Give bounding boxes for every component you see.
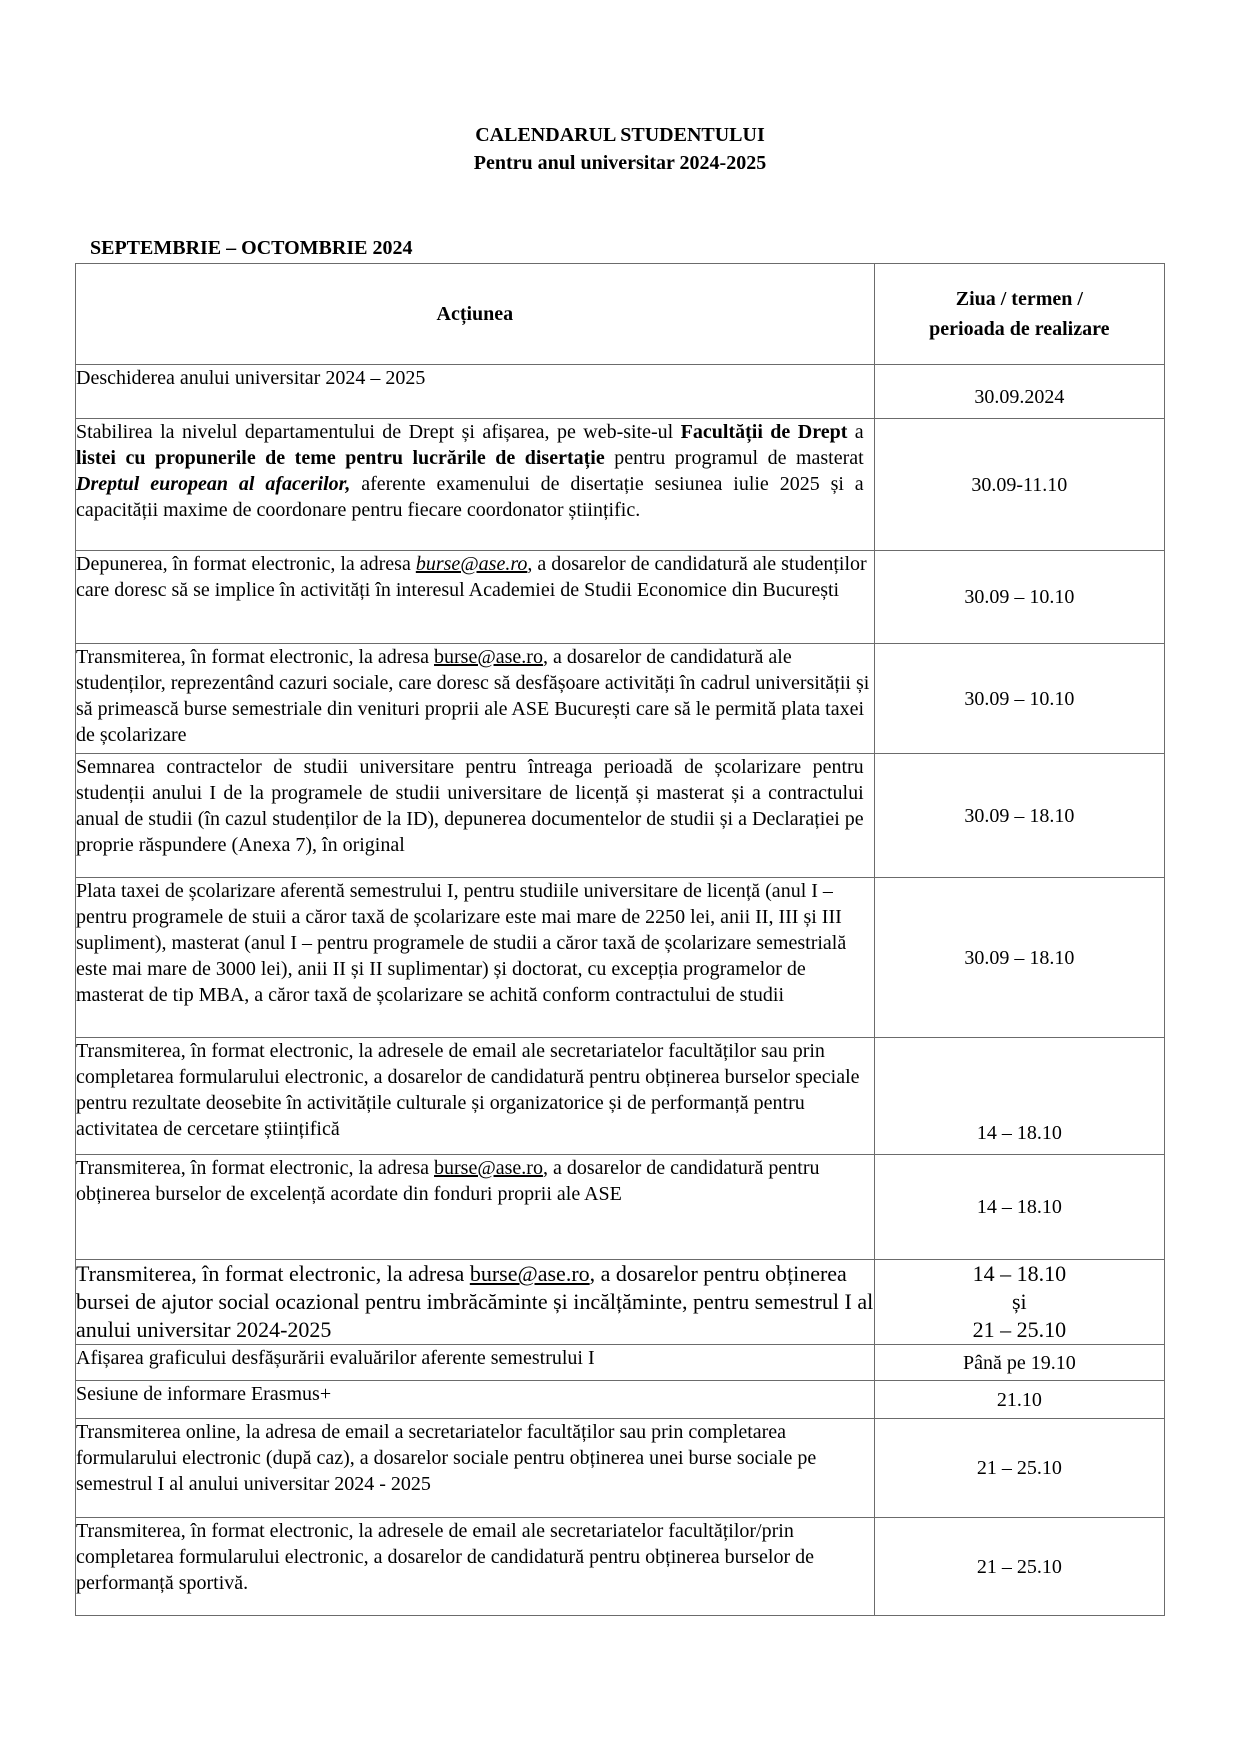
action-cell: [76, 1038, 875, 1155]
table-row: [76, 365, 1165, 419]
date-cell: [874, 551, 1164, 644]
date-cell: [874, 1381, 1164, 1419]
table-row: [76, 1038, 1165, 1155]
table-row: [76, 1518, 1165, 1616]
action-cell: [76, 1345, 875, 1381]
table-row: [76, 1345, 1165, 1381]
column-header-date-line2: perioada de realizare: [929, 318, 1110, 340]
date-cell: [874, 1345, 1164, 1381]
action-cell: [76, 1260, 875, 1345]
date-text: 14 – 18.10: [972, 1261, 1067, 1286]
action-cell: [76, 1155, 875, 1260]
table-row: [76, 1419, 1165, 1518]
date-text: 21.10: [996, 1388, 1042, 1411]
action-cell: [76, 644, 875, 754]
date-cell: [874, 419, 1164, 551]
column-header-date: [874, 264, 1164, 365]
action-text: Transmiterea, în format electronic, la adresa: [76, 1261, 470, 1286]
date-cell: [874, 1155, 1164, 1260]
action-text: Stabilirea la nivelul departamentului de Drept și afișarea, pe web-site-ul: [76, 421, 681, 443]
column-header-action: Acțiunea: [76, 264, 875, 365]
table-row: [76, 644, 1165, 754]
date-text: 30.09 – 18.10: [964, 804, 1075, 827]
date-cell: [874, 365, 1164, 419]
section-heading: SEPTEMBRIE – OCTOMBRIE 2024: [90, 237, 413, 259]
action-cell: [76, 754, 875, 878]
action-text: Transmiterea, în format electronic, la adresa: [76, 646, 435, 668]
table-row: [76, 419, 1165, 551]
date-cell: [874, 1260, 1164, 1345]
date-cell: [874, 1038, 1164, 1155]
action-text: , a dosarelor pentru obținerea bursei de ajutor social ocazional pentru imbrăcăminte și incălțăminte, pentru semestrul I al anului universitar 2024-2025: [76, 1261, 874, 1342]
date-text: și: [1012, 1289, 1027, 1314]
action-text: Transmiterea online, la adresa de email a secretariatelor facultăților sau prin completarea formularului electronic (după caz), a dosarelor sociale pentru obținerea unei burse sociale pe semestrul I al anului universitar 2024 - 2025: [76, 1421, 817, 1495]
date-text: 30.09.2024: [974, 386, 1065, 408]
date-cell: [874, 1419, 1164, 1518]
action-text: Transmiterea, în format electronic, la adresele de email ale secretariatelor facultăților/prin completarea formularului electronic, a dosarelor de candidatură pentru obținerea burselor de performanță sportivă.: [76, 1520, 814, 1594]
date-cell: [874, 644, 1164, 754]
date-text: 21 – 25.10: [972, 1317, 1067, 1342]
action-cell: [76, 1419, 875, 1518]
action-text: Facultății de Drept: [680, 421, 848, 443]
table-row: [76, 551, 1165, 644]
action-text: listei cu propunerile de teme pentru lucrările de disertație: [76, 447, 605, 469]
table-row: [76, 1155, 1165, 1260]
document-subtitle: Pentru anul universitar 2024-2025: [473, 152, 767, 174]
email-link[interactable]: burse@ase.ro: [434, 646, 543, 668]
document-title: CALENDARUL STUDENTULUI: [475, 124, 765, 146]
action-text: Depunerea, în format electronic, la adresa: [76, 553, 416, 575]
action-text: , a dosarelor de candidatură pentru obținerea burselor de excelență acordate din fonduri proprii ale ASE: [76, 1157, 820, 1205]
action-text: Afișarea graficului desfășurării evaluărilor aferente semestrului I: [76, 1347, 595, 1369]
date-text: 14 – 18.10: [976, 1196, 1062, 1218]
action-cell: [76, 1381, 875, 1419]
date-text: 30.09 – 18.10: [964, 946, 1075, 969]
action-text: Dreptul european al afacerilor,: [76, 473, 351, 495]
action-text: pentru programul de masterat: [604, 447, 864, 469]
date-text: 21 – 25.10: [976, 1457, 1062, 1479]
table-row: [76, 1260, 1165, 1345]
date-text: 30.09 – 10.10: [964, 586, 1075, 608]
action-cell: [76, 419, 875, 551]
action-cell: [76, 878, 875, 1038]
action-cell: [76, 1518, 875, 1616]
date-text: 21 – 25.10: [976, 1555, 1062, 1578]
date-cell: [874, 1518, 1164, 1616]
action-text: Transmiterea, în format electronic, la adresele de email ale secretariatelor facultăților sau prin completarea formularului electronic, a dosarelor de candidatură pentru obținerea burselor speciale pentru rezultate deosebite în activitățile culturale și organizatorice și de performanță pentru activitatea de cercetare științifică: [76, 1040, 860, 1140]
action-cell: [76, 365, 875, 419]
email-link[interactable]: burse@ase.ro: [434, 1157, 543, 1179]
action-text: aferente examenului de disertație sesiunea iulie 2025 și a capacității maxime de coordonare pentru fiecare coordonator științific.: [76, 473, 864, 521]
date-text: 30.09-11.10: [971, 473, 1068, 496]
date-text: 14 – 18.10: [976, 1122, 1062, 1144]
action-text: Semnarea contractelor de studii universitare pentru întreaga perioadă de școlarizare pentru studenții anului I de la programele de studii universitare de licență și masterat și a contractului anual de studii (în cazul studenților de la ID), depunerea documentelor de studii și a Declarației pe proprie răspundere (Anexa 7), în original: [76, 756, 864, 856]
email-link[interactable]: burse@ase.ro: [415, 553, 528, 575]
action-text: Deschiderea anului universitar 2024 – 2025: [76, 367, 426, 389]
date-cell: [874, 754, 1164, 878]
email-link[interactable]: burse@ase.ro: [469, 1261, 590, 1286]
action-text: Transmiterea, în format electronic, la adresa: [76, 1157, 435, 1179]
table-row: [76, 878, 1165, 1038]
column-header-date-line1: Ziua / termen /: [955, 288, 1083, 310]
action-text: Plata taxei de școlarizare aferentă semestrului I, pentru studiile universitare de licență (anul I – pentru programele de stuii a căror taxă de școlarizare este mai mare de 2250 lei, anii II, III și III supliment), masterat (anul I – pentru programele de studii a căror taxă de școlarizare semestrială este mai mare de 3000 lei), anii II și II suplimentar) și doctorat, cu excepția programelor de masterat de tip MBA, a căror taxă de școlarizare se achită conform contractului de studii: [76, 880, 847, 1006]
calendar-table: [75, 263, 1165, 1616]
date-cell: [874, 878, 1164, 1038]
action-text: a: [847, 421, 864, 443]
action-text: , a dosarelor de candidatură ale studenților, reprezentând cazuri sociale, care doresc să desfășoare activități în cadrul universității și să primească burse semestriale din venituri proprii ale ASE București care să le permită plata taxei de școlarizare: [76, 646, 870, 746]
table-body: [76, 365, 1165, 1616]
table-row: [76, 1381, 1165, 1419]
date-text: 30.09 – 10.10: [964, 687, 1075, 710]
table-row: [76, 754, 1165, 878]
table-header-row: [76, 264, 1165, 365]
action-text: , a dosarelor de candidatură ale studenților care doresc să se implice în activități în interesul Academiei de Studii Economice din București: [76, 553, 867, 601]
action-text: Sesiune de informare Erasmus+: [76, 1383, 332, 1405]
document-title-block: [0, 121, 1240, 177]
date-text: Până pe 19.10: [962, 1351, 1076, 1374]
action-cell: [76, 551, 875, 644]
